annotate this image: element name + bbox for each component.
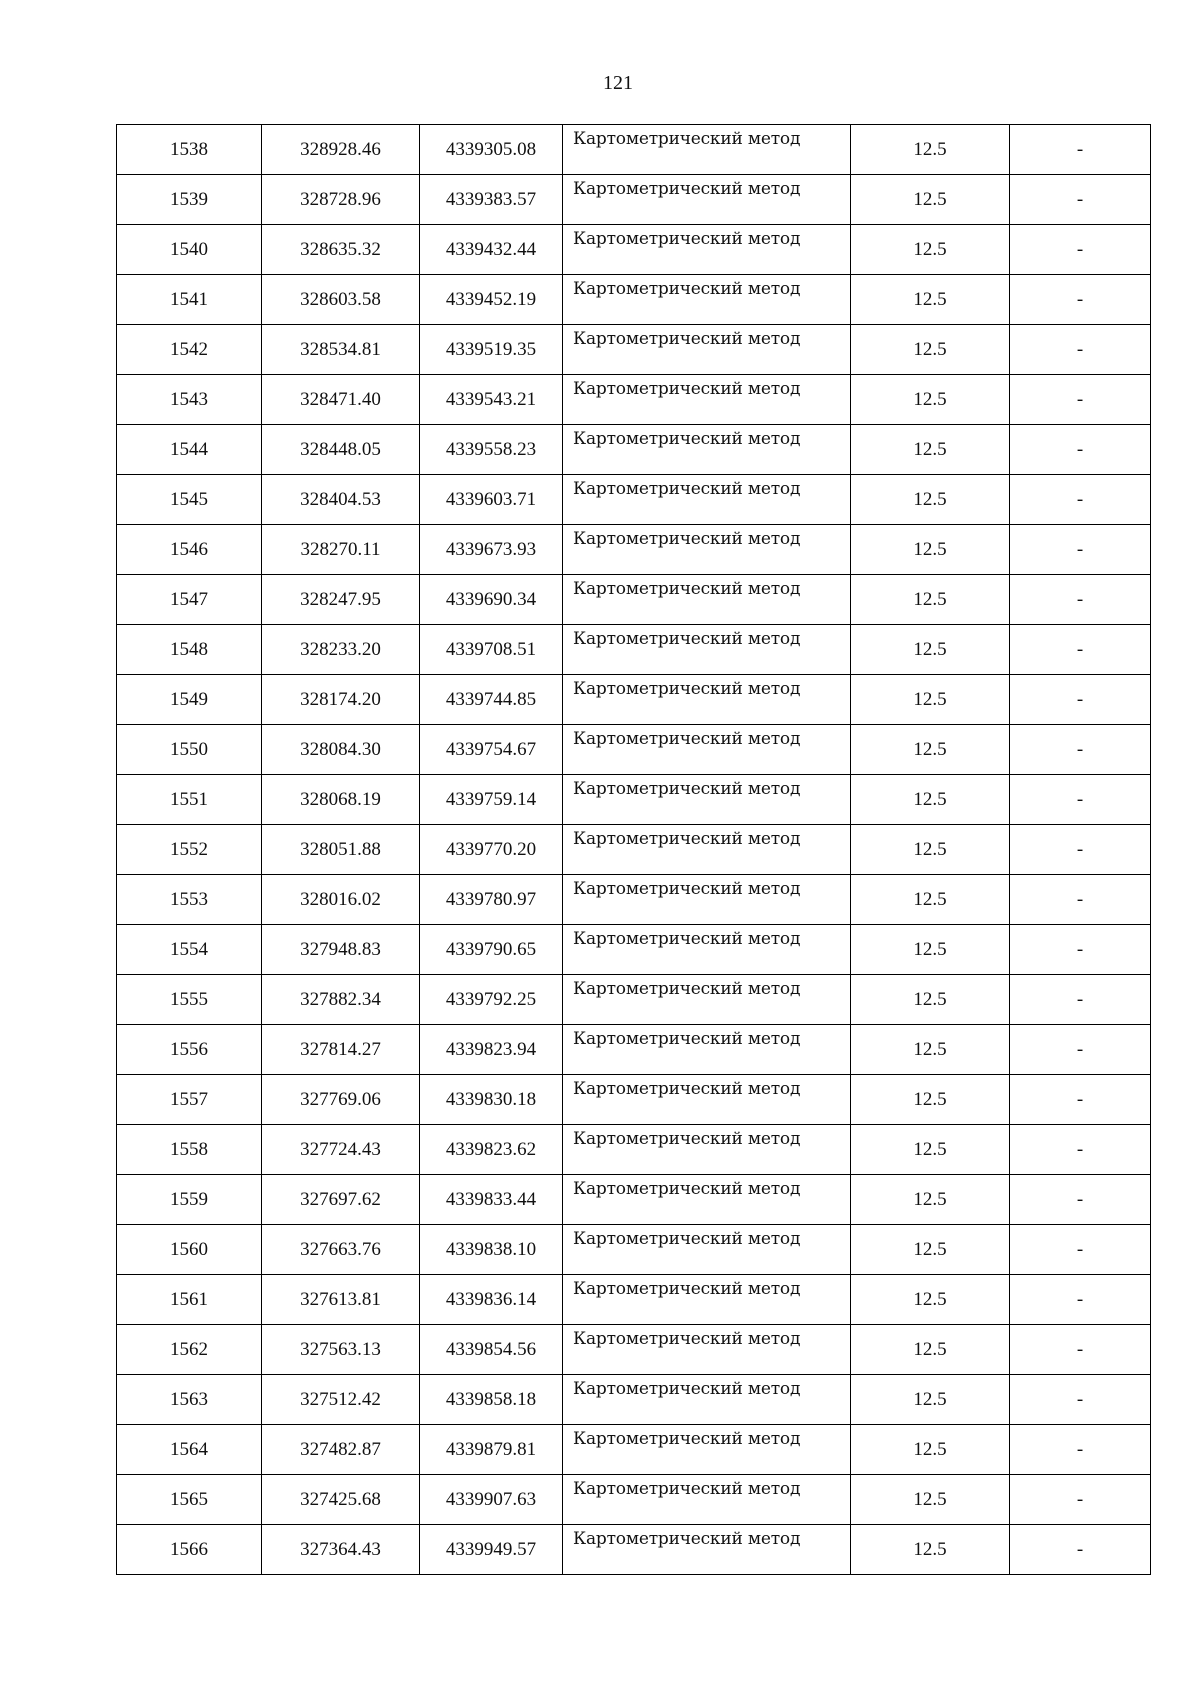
point-number-cell: 1551 [117, 775, 262, 825]
note-cell: - [1010, 1225, 1151, 1275]
precision-cell: 12.5 [851, 1125, 1010, 1175]
method-cell: Картометрический метод [563, 275, 851, 325]
note-cell: - [1010, 225, 1151, 275]
y-coordinate-cell: 4339836.14 [420, 1275, 563, 1325]
precision-cell: 12.5 [851, 525, 1010, 575]
x-coordinate-cell: 327563.13 [262, 1325, 420, 1375]
point-number-cell: 1547 [117, 575, 262, 625]
y-coordinate-cell: 4339830.18 [420, 1075, 563, 1125]
x-coordinate-cell: 327425.68 [262, 1475, 420, 1525]
precision-cell: 12.5 [851, 875, 1010, 925]
table-row [117, 175, 1151, 225]
note-cell: - [1010, 625, 1151, 675]
note-cell: - [1010, 1075, 1151, 1125]
y-coordinate-cell: 4339708.51 [420, 625, 563, 675]
x-coordinate-cell: 328051.88 [262, 825, 420, 875]
table-row [117, 1225, 1151, 1275]
table-row [117, 925, 1151, 975]
y-coordinate-cell: 4339780.97 [420, 875, 563, 925]
point-number-cell: 1563 [117, 1375, 262, 1425]
point-number-cell: 1538 [117, 125, 262, 175]
note-cell: - [1010, 1525, 1151, 1575]
precision-cell: 12.5 [851, 1075, 1010, 1125]
method-cell: Картометрический метод [563, 975, 851, 1025]
point-number-cell: 1553 [117, 875, 262, 925]
table-row [117, 1125, 1151, 1175]
note-cell: - [1010, 1025, 1151, 1075]
x-coordinate-cell: 327769.06 [262, 1075, 420, 1125]
precision-cell: 12.5 [851, 1175, 1010, 1225]
x-coordinate-cell: 328728.96 [262, 175, 420, 225]
note-cell: - [1010, 475, 1151, 525]
note-cell: - [1010, 275, 1151, 325]
table-row [117, 1175, 1151, 1225]
y-coordinate-cell: 4339759.14 [420, 775, 563, 825]
x-coordinate-cell: 327697.62 [262, 1175, 420, 1225]
table-row [117, 825, 1151, 875]
point-number-cell: 1554 [117, 925, 262, 975]
method-cell: Картометрический метод [563, 1225, 851, 1275]
point-number-cell: 1557 [117, 1075, 262, 1125]
point-number-cell: 1545 [117, 475, 262, 525]
method-cell: Картометрический метод [563, 425, 851, 475]
x-coordinate-cell: 328084.30 [262, 725, 420, 775]
point-number-cell: 1544 [117, 425, 262, 475]
method-cell: Картометрический метод [563, 1325, 851, 1375]
table-row [117, 1275, 1151, 1325]
point-number-cell: 1566 [117, 1525, 262, 1575]
x-coordinate-cell: 327482.87 [262, 1425, 420, 1475]
note-cell: - [1010, 425, 1151, 475]
precision-cell: 12.5 [851, 1325, 1010, 1375]
table-row [117, 525, 1151, 575]
y-coordinate-cell: 4339690.34 [420, 575, 563, 625]
y-coordinate-cell: 4339823.62 [420, 1125, 563, 1175]
precision-cell: 12.5 [851, 425, 1010, 475]
table-body [117, 125, 1151, 1575]
point-number-cell: 1560 [117, 1225, 262, 1275]
method-cell: Картометрический метод [563, 925, 851, 975]
method-cell: Картометрический метод [563, 1075, 851, 1125]
note-cell: - [1010, 925, 1151, 975]
x-coordinate-cell: 328016.02 [262, 875, 420, 925]
table-row [117, 1425, 1151, 1475]
point-number-cell: 1543 [117, 375, 262, 425]
point-number-cell: 1549 [117, 675, 262, 725]
y-coordinate-cell: 4339770.20 [420, 825, 563, 875]
x-coordinate-cell: 328404.53 [262, 475, 420, 525]
x-coordinate-cell: 327663.76 [262, 1225, 420, 1275]
precision-cell: 12.5 [851, 1475, 1010, 1525]
x-coordinate-cell: 328068.19 [262, 775, 420, 825]
method-cell: Картометрический метод [563, 1025, 851, 1075]
precision-cell: 12.5 [851, 1025, 1010, 1075]
y-coordinate-cell: 4339519.35 [420, 325, 563, 375]
table-row [117, 625, 1151, 675]
precision-cell: 12.5 [851, 725, 1010, 775]
method-cell: Картометрический метод [563, 625, 851, 675]
table-row [117, 1475, 1151, 1525]
x-coordinate-cell: 327364.43 [262, 1525, 420, 1575]
note-cell: - [1010, 1425, 1151, 1475]
method-cell: Картометрический метод [563, 525, 851, 575]
note-cell: - [1010, 575, 1151, 625]
method-cell: Картометрический метод [563, 375, 851, 425]
y-coordinate-cell: 4339432.44 [420, 225, 563, 275]
x-coordinate-cell: 328233.20 [262, 625, 420, 675]
point-number-cell: 1555 [117, 975, 262, 1025]
precision-cell: 12.5 [851, 1425, 1010, 1475]
y-coordinate-cell: 4339949.57 [420, 1525, 563, 1575]
x-coordinate-cell: 328635.32 [262, 225, 420, 275]
method-cell: Картометрический метод [563, 225, 851, 275]
note-cell: - [1010, 975, 1151, 1025]
coordinates-table [116, 124, 1151, 1575]
method-cell: Картометрический метод [563, 775, 851, 825]
point-number-cell: 1550 [117, 725, 262, 775]
method-cell: Картометрический метод [563, 1175, 851, 1225]
y-coordinate-cell: 4339452.19 [420, 275, 563, 325]
point-number-cell: 1556 [117, 1025, 262, 1075]
note-cell: - [1010, 675, 1151, 725]
y-coordinate-cell: 4339854.56 [420, 1325, 563, 1375]
precision-cell: 12.5 [851, 625, 1010, 675]
precision-cell: 12.5 [851, 275, 1010, 325]
x-coordinate-cell: 328603.58 [262, 275, 420, 325]
method-cell: Картометрический метод [563, 1275, 851, 1325]
note-cell: - [1010, 775, 1151, 825]
x-coordinate-cell: 327512.42 [262, 1375, 420, 1425]
y-coordinate-cell: 4339744.85 [420, 675, 563, 725]
note-cell: - [1010, 1325, 1151, 1375]
x-coordinate-cell: 327814.27 [262, 1025, 420, 1075]
point-number-cell: 1548 [117, 625, 262, 675]
x-coordinate-cell: 328247.95 [262, 575, 420, 625]
note-cell: - [1010, 325, 1151, 375]
note-cell: - [1010, 175, 1151, 225]
method-cell: Картометрический метод [563, 475, 851, 525]
x-coordinate-cell: 328448.05 [262, 425, 420, 475]
table-row [117, 325, 1151, 375]
x-coordinate-cell: 328174.20 [262, 675, 420, 725]
note-cell: - [1010, 1475, 1151, 1525]
method-cell: Картометрический метод [563, 1525, 851, 1575]
note-cell: - [1010, 375, 1151, 425]
table-row [117, 125, 1151, 175]
method-cell: Картометрический метод [563, 1425, 851, 1475]
note-cell: - [1010, 525, 1151, 575]
table-row [117, 1075, 1151, 1125]
y-coordinate-cell: 4339838.10 [420, 1225, 563, 1275]
y-coordinate-cell: 4339543.21 [420, 375, 563, 425]
table-row [117, 375, 1151, 425]
method-cell: Картометрический метод [563, 875, 851, 925]
point-number-cell: 1541 [117, 275, 262, 325]
table-row [117, 975, 1151, 1025]
precision-cell: 12.5 [851, 175, 1010, 225]
y-coordinate-cell: 4339907.63 [420, 1475, 563, 1525]
note-cell: - [1010, 1275, 1151, 1325]
precision-cell: 12.5 [851, 975, 1010, 1025]
y-coordinate-cell: 4339673.93 [420, 525, 563, 575]
table-row [117, 475, 1151, 525]
table-row [117, 225, 1151, 275]
x-coordinate-cell: 327724.43 [262, 1125, 420, 1175]
y-coordinate-cell: 4339833.44 [420, 1175, 563, 1225]
note-cell: - [1010, 125, 1151, 175]
method-cell: Картометрический метод [563, 725, 851, 775]
point-number-cell: 1540 [117, 225, 262, 275]
precision-cell: 12.5 [851, 825, 1010, 875]
precision-cell: 12.5 [851, 1375, 1010, 1425]
y-coordinate-cell: 4339858.18 [420, 1375, 563, 1425]
method-cell: Картометрический метод [563, 825, 851, 875]
table-row [117, 1025, 1151, 1075]
note-cell: - [1010, 1375, 1151, 1425]
y-coordinate-cell: 4339790.65 [420, 925, 563, 975]
precision-cell: 12.5 [851, 675, 1010, 725]
note-cell: - [1010, 725, 1151, 775]
note-cell: - [1010, 875, 1151, 925]
x-coordinate-cell: 327882.34 [262, 975, 420, 1025]
precision-cell: 12.5 [851, 375, 1010, 425]
point-number-cell: 1562 [117, 1325, 262, 1375]
x-coordinate-cell: 327948.83 [262, 925, 420, 975]
method-cell: Картометрический метод [563, 175, 851, 225]
table-row [117, 775, 1151, 825]
note-cell: - [1010, 1125, 1151, 1175]
y-coordinate-cell: 4339879.81 [420, 1425, 563, 1475]
table-row [117, 1525, 1151, 1575]
note-cell: - [1010, 1175, 1151, 1225]
table-row [117, 725, 1151, 775]
precision-cell: 12.5 [851, 1525, 1010, 1575]
method-cell: Картометрический метод [563, 325, 851, 375]
method-cell: Картометрический метод [563, 1475, 851, 1525]
method-cell: Картометрический метод [563, 675, 851, 725]
y-coordinate-cell: 4339558.23 [420, 425, 563, 475]
x-coordinate-cell: 328270.11 [262, 525, 420, 575]
table-row [117, 1375, 1151, 1425]
y-coordinate-cell: 4339792.25 [420, 975, 563, 1025]
table-row [117, 875, 1151, 925]
y-coordinate-cell: 4339823.94 [420, 1025, 563, 1075]
table-row [117, 575, 1151, 625]
note-cell: - [1010, 825, 1151, 875]
point-number-cell: 1546 [117, 525, 262, 575]
point-number-cell: 1564 [117, 1425, 262, 1475]
precision-cell: 12.5 [851, 225, 1010, 275]
precision-cell: 12.5 [851, 1225, 1010, 1275]
table-row [117, 1325, 1151, 1375]
method-cell: Картометрический метод [563, 125, 851, 175]
precision-cell: 12.5 [851, 125, 1010, 175]
precision-cell: 12.5 [851, 1275, 1010, 1325]
y-coordinate-cell: 4339603.71 [420, 475, 563, 525]
point-number-cell: 1561 [117, 1275, 262, 1325]
point-number-cell: 1565 [117, 1475, 262, 1525]
precision-cell: 12.5 [851, 925, 1010, 975]
method-cell: Картометрический метод [563, 575, 851, 625]
x-coordinate-cell: 328471.40 [262, 375, 420, 425]
point-number-cell: 1552 [117, 825, 262, 875]
point-number-cell: 1542 [117, 325, 262, 375]
point-number-cell: 1559 [117, 1175, 262, 1225]
method-cell: Картометрический метод [563, 1125, 851, 1175]
precision-cell: 12.5 [851, 475, 1010, 525]
precision-cell: 12.5 [851, 775, 1010, 825]
table-row [117, 425, 1151, 475]
precision-cell: 12.5 [851, 575, 1010, 625]
precision-cell: 12.5 [851, 325, 1010, 375]
x-coordinate-cell: 328928.46 [262, 125, 420, 175]
table-row [117, 275, 1151, 325]
y-coordinate-cell: 4339305.08 [420, 125, 563, 175]
method-cell: Картометрический метод [563, 1375, 851, 1425]
page-number: 121 [603, 72, 633, 94]
x-coordinate-cell: 328534.81 [262, 325, 420, 375]
point-number-cell: 1539 [117, 175, 262, 225]
y-coordinate-cell: 4339383.57 [420, 175, 563, 225]
y-coordinate-cell: 4339754.67 [420, 725, 563, 775]
point-number-cell: 1558 [117, 1125, 262, 1175]
table-row [117, 675, 1151, 725]
x-coordinate-cell: 327613.81 [262, 1275, 420, 1325]
